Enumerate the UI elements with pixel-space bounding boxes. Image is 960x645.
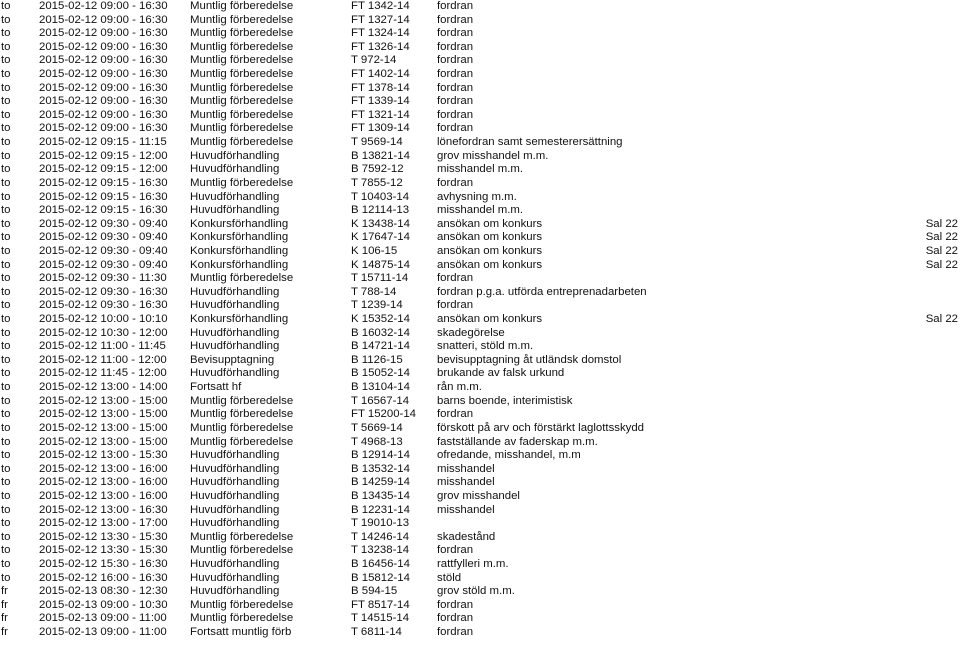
time-slot: 2015-02-12 09:15 - 12:00: [39, 163, 168, 176]
case-number: FT 8517-14: [351, 598, 410, 611]
hearing-type: Huvudförhandling: [190, 585, 280, 598]
schedule-row: [0, 14, 960, 28]
case-number: B 15812-14: [351, 571, 410, 584]
weekday: to: [1, 367, 11, 380]
matter-description: misshandel m.m.: [437, 163, 524, 176]
weekday: to: [1, 136, 11, 149]
time-slot: 2015-02-13 09:00 - 10:30: [39, 598, 168, 611]
matter-description: rån m.m.: [437, 381, 482, 394]
weekday: to: [1, 81, 11, 94]
matter-description: skadegörelse: [437, 326, 505, 339]
matter-description: brukande av falsk urkund: [437, 367, 565, 380]
weekday: to: [1, 122, 11, 135]
weekday: to: [1, 340, 11, 353]
matter-description: fordran: [437, 408, 474, 421]
matter-description: ansökan om konkurs: [437, 217, 543, 230]
schedule-row: [0, 612, 960, 626]
time-slot: 2015-02-12 11:00 - 12:00: [39, 353, 167, 366]
weekday: to: [1, 326, 11, 339]
case-number: T 1239-14: [351, 299, 403, 312]
time-slot: 2015-02-12 13:00 - 16:30: [39, 503, 168, 516]
schedule-row: [0, 122, 960, 136]
matter-description: fordran: [437, 272, 474, 285]
courtroom: Sal 22: [925, 244, 958, 257]
schedule-row: [0, 476, 960, 490]
weekday: to: [1, 40, 11, 53]
case-number: FT 1402-14: [351, 68, 410, 81]
matter-description: fordran: [437, 95, 474, 108]
weekday: to: [1, 476, 11, 489]
case-number: B 14259-14: [351, 476, 410, 489]
weekday: to: [1, 95, 11, 108]
weekday: to: [1, 381, 11, 394]
time-slot: 2015-02-12 13:00 - 15:00: [39, 435, 168, 448]
weekday: to: [1, 285, 11, 298]
schedule-row: [0, 82, 960, 96]
case-number: B 1126-15: [351, 353, 403, 366]
case-number: K 106-15: [351, 244, 398, 257]
matter-description: fordran: [437, 299, 474, 312]
hearing-type: Muntlig förberedelse: [190, 421, 294, 434]
matter-description: ansökan om konkurs: [437, 258, 543, 271]
hearing-type: Huvudförhandling: [190, 326, 280, 339]
weekday: to: [1, 244, 11, 257]
hearing-type: Bevisupptagning: [190, 353, 275, 366]
matter-description: misshandel m.m.: [437, 204, 524, 217]
schedule-row: [0, 490, 960, 504]
matter-description: fordran: [437, 54, 474, 67]
hearing-type: Muntlig förberedelse: [190, 0, 294, 12]
time-slot: 2015-02-12 11:45 - 12:00: [39, 367, 167, 380]
time-slot: 2015-02-12 13:00 - 14:00: [39, 381, 168, 394]
matter-description: fordran: [437, 612, 474, 625]
hearing-type: Huvudförhandling: [190, 489, 280, 502]
time-slot: 2015-02-12 09:00 - 16:30: [39, 27, 168, 40]
hearing-type: Muntlig förberedelse: [190, 54, 294, 67]
matter-description: fordran: [437, 122, 474, 135]
matter-description: fordran: [437, 40, 474, 53]
case-number: T 15711-14: [351, 272, 409, 285]
time-slot: 2015-02-12 16:00 - 16:30: [39, 571, 168, 584]
hearing-type: Huvudförhandling: [190, 503, 280, 516]
hearing-type: Konkursförhandling: [190, 231, 289, 244]
schedule-row: [0, 218, 960, 232]
hearing-type: Huvudförhandling: [190, 571, 280, 584]
time-slot: 2015-02-12 13:00 - 15:00: [39, 408, 168, 421]
case-number: FT 1326-14: [351, 40, 410, 53]
case-number: T 10403-14: [351, 190, 410, 203]
hearing-type: Muntlig förberedelse: [190, 122, 294, 135]
time-slot: 2015-02-12 13:00 - 16:00: [39, 489, 168, 502]
weekday: to: [1, 149, 11, 162]
hearing-type: Muntlig förberedelse: [190, 544, 294, 557]
weekday: to: [1, 272, 11, 285]
hearing-type: Muntlig förberedelse: [190, 95, 294, 108]
weekday: to: [1, 54, 11, 67]
case-number: FT 1327-14: [351, 13, 410, 26]
case-number: K 13438-14: [351, 217, 410, 230]
weekday: to: [1, 571, 11, 584]
schedule-row: [0, 150, 960, 164]
schedule-row: [0, 354, 960, 368]
courtroom: Sal 22: [925, 258, 958, 271]
time-slot: 2015-02-12 09:00 - 16:30: [39, 95, 168, 108]
case-number: B 594-15: [351, 585, 398, 598]
weekday: fr: [1, 612, 8, 625]
time-slot: 2015-02-12 09:15 - 16:30: [39, 176, 168, 189]
matter-description: stöld: [437, 571, 462, 584]
hearing-type: Muntlig förberedelse: [190, 598, 294, 611]
hearing-type: Huvudförhandling: [190, 557, 280, 570]
schedule-row: [0, 340, 960, 354]
time-slot: 2015-02-12 09:00 - 16:30: [39, 54, 168, 67]
time-slot: 2015-02-12 13:30 - 15:30: [39, 530, 168, 543]
schedule-row: [0, 259, 960, 273]
hearing-type: Muntlig förberedelse: [190, 108, 294, 121]
weekday: to: [1, 258, 11, 271]
case-number: B 13435-14: [351, 489, 410, 502]
time-slot: 2015-02-12 09:15 - 16:30: [39, 204, 168, 217]
time-slot: 2015-02-12 09:30 - 11:30: [39, 272, 167, 285]
schedule-row: [0, 177, 960, 191]
courtroom: Sal 22: [925, 313, 958, 326]
case-number: K 17647-14: [351, 231, 410, 244]
matter-description: ofredande, misshandel, m.m: [437, 449, 581, 462]
time-slot: 2015-02-12 09:30 - 16:30: [39, 285, 168, 298]
weekday: to: [1, 489, 11, 502]
time-slot: 2015-02-12 11:00 - 11:45: [39, 340, 166, 353]
case-number: B 16032-14: [351, 326, 410, 339]
weekday: to: [1, 517, 11, 530]
hearing-type: Konkursförhandling: [190, 313, 289, 326]
matter-description: rattfylleri m.m.: [437, 557, 509, 570]
matter-description: fordran p.g.a. utförda entreprenadarbeten: [437, 285, 647, 298]
case-number: B 13821-14: [351, 149, 410, 162]
matter-description: ansökan om konkurs: [437, 313, 543, 326]
schedule-row: [0, 272, 960, 286]
schedule-row: [0, 204, 960, 218]
matter-description: förskott på arv och förstärkt laglottsskydd: [437, 421, 645, 434]
weekday: to: [1, 163, 11, 176]
schedule-row: [0, 245, 960, 259]
time-slot: 2015-02-12 15:30 - 16:30: [39, 557, 168, 570]
hearing-type: Huvudförhandling: [190, 149, 280, 162]
hearing-type: Muntlig förberedelse: [190, 27, 294, 40]
case-number: K 14875-14: [351, 258, 410, 271]
weekday: to: [1, 421, 11, 434]
weekday: to: [1, 217, 11, 230]
schedule-row: [0, 54, 960, 68]
hearing-type: Huvudförhandling: [190, 299, 280, 312]
schedule-row: [0, 136, 960, 150]
case-number: B 13532-14: [351, 462, 410, 475]
matter-description: ansökan om konkurs: [437, 231, 543, 244]
weekday: to: [1, 530, 11, 543]
matter-description: misshandel: [437, 476, 495, 489]
schedule-row: [0, 585, 960, 599]
weekday: to: [1, 204, 11, 217]
weekday: to: [1, 176, 11, 189]
case-number: T 972-14: [351, 54, 397, 67]
time-slot: 2015-02-12 09:30 - 09:40: [39, 258, 168, 271]
weekday: to: [1, 394, 11, 407]
matter-description: fordran: [437, 13, 474, 26]
hearing-type: Muntlig förberedelse: [190, 81, 294, 94]
matter-description: fordran: [437, 0, 474, 12]
case-number: T 5669-14: [351, 421, 403, 434]
schedule-row: [0, 27, 960, 41]
schedule-row: [0, 558, 960, 572]
weekday: to: [1, 27, 11, 40]
hearing-type: Fortsatt muntlig förb: [190, 626, 292, 639]
hearing-type: Konkursförhandling: [190, 244, 289, 257]
hearing-type: Huvudförhandling: [190, 367, 280, 380]
hearing-type: Muntlig förberedelse: [190, 68, 294, 81]
weekday: to: [1, 435, 11, 448]
time-slot: 2015-02-12 09:00 - 16:30: [39, 0, 168, 12]
case-number: T 788-14: [351, 285, 397, 298]
schedule-row: [0, 95, 960, 109]
weekday: to: [1, 13, 11, 26]
time-slot: 2015-02-12 09:00 - 16:30: [39, 108, 168, 121]
case-number: T 9569-14: [351, 136, 403, 149]
weekday: to: [1, 313, 11, 326]
time-slot: 2015-02-13 09:00 - 11:00: [39, 626, 167, 639]
matter-description: snatteri, stöld m.m.: [437, 340, 534, 353]
matter-description: fastställande av faderskap m.m.: [437, 435, 598, 448]
hearing-type: Muntlig förberedelse: [190, 612, 294, 625]
case-number: B 16456-14: [351, 557, 410, 570]
time-slot: 2015-02-12 13:00 - 16:00: [39, 462, 168, 475]
time-slot: 2015-02-12 09:00 - 16:30: [39, 13, 168, 26]
schedule-row: [0, 367, 960, 381]
courtroom: Sal 22: [925, 231, 958, 244]
weekday: fr: [1, 585, 8, 598]
case-number: T 14246-14: [351, 530, 410, 543]
time-slot: 2015-02-12 09:30 - 09:40: [39, 217, 168, 230]
hearing-type: Muntlig förberedelse: [190, 435, 294, 448]
matter-description: fordran: [437, 108, 474, 121]
hearing-type: Muntlig förberedelse: [190, 408, 294, 421]
hearing-type: Muntlig förberedelse: [190, 40, 294, 53]
schedule-row: [0, 231, 960, 245]
schedule-row: [0, 109, 960, 123]
hearing-type: Konkursförhandling: [190, 217, 289, 230]
case-number: B 14721-14: [351, 340, 410, 353]
weekday: fr: [1, 626, 8, 639]
schedule-row: [0, 299, 960, 313]
time-slot: 2015-02-13 09:00 - 11:00: [39, 612, 167, 625]
time-slot: 2015-02-12 09:30 - 09:40: [39, 244, 168, 257]
case-number: B 15052-14: [351, 367, 410, 380]
time-slot: 2015-02-12 13:00 - 15:30: [39, 449, 168, 462]
case-number: K 15352-14: [351, 313, 410, 326]
hearing-type: Huvudförhandling: [190, 285, 280, 298]
time-slot: 2015-02-12 09:15 - 16:30: [39, 190, 168, 203]
schedule-row: [0, 626, 960, 640]
weekday: to: [1, 544, 11, 557]
matter-description: fordran: [437, 598, 474, 611]
time-slot: 2015-02-12 13:00 - 16:00: [39, 476, 168, 489]
weekday: to: [1, 68, 11, 81]
time-slot: 2015-02-12 09:30 - 09:40: [39, 231, 168, 244]
matter-description: grov stöld m.m.: [437, 585, 515, 598]
case-number: FT 1378-14: [351, 81, 410, 94]
schedule-row: [0, 163, 960, 177]
schedule-row: [0, 436, 960, 450]
case-number: T 7855-12: [351, 176, 403, 189]
time-slot: 2015-02-12 10:30 - 12:00: [39, 326, 168, 339]
schedule-row: [0, 408, 960, 422]
case-number: B 13104-14: [351, 381, 410, 394]
schedule-row: [0, 0, 960, 14]
matter-description: fordran: [437, 27, 474, 40]
hearing-type: Huvudförhandling: [190, 462, 280, 475]
time-slot: 2015-02-12 13:00 - 15:00: [39, 421, 168, 434]
weekday: to: [1, 190, 11, 203]
time-slot: 2015-02-12 09:15 - 12:00: [39, 149, 168, 162]
matter-description: ansökan om konkurs: [437, 244, 543, 257]
hearing-type: Muntlig förberedelse: [190, 13, 294, 26]
hearing-type: Huvudförhandling: [190, 190, 280, 203]
case-number: FT 1324-14: [351, 27, 410, 40]
case-number: B 12231-14: [351, 503, 410, 516]
matter-description: grov misshandel: [437, 489, 520, 502]
matter-description: fordran: [437, 81, 474, 94]
schedule-row: [0, 327, 960, 341]
schedule-row: [0, 449, 960, 463]
hearing-type: Muntlig förberedelse: [190, 136, 294, 149]
matter-description: fordran: [437, 626, 474, 639]
time-slot: 2015-02-12 09:00 - 16:30: [39, 122, 168, 135]
case-number: T 4968-13: [351, 435, 403, 448]
matter-description: misshandel: [437, 503, 495, 516]
time-slot: 2015-02-12 13:00 - 15:00: [39, 394, 168, 407]
matter-description: grov misshandel m.m.: [437, 149, 549, 162]
matter-description: skadestånd: [437, 530, 496, 543]
time-slot: 2015-02-12 10:00 - 10:10: [39, 313, 168, 326]
weekday: to: [1, 462, 11, 475]
hearing-type: Huvudförhandling: [190, 163, 280, 176]
hearing-type: Muntlig förberedelse: [190, 176, 294, 189]
schedule-row: [0, 572, 960, 586]
matter-description: fordran: [437, 176, 474, 189]
weekday: fr: [1, 598, 8, 611]
schedule-row: [0, 191, 960, 205]
matter-description: lönefordran samt semesterersättning: [437, 136, 623, 149]
schedule-row: [0, 463, 960, 477]
case-number: B 12914-14: [351, 449, 410, 462]
case-number: FT 1321-14: [351, 108, 410, 121]
hearing-type: Konkursförhandling: [190, 258, 289, 271]
matter-description: fordran: [437, 544, 474, 557]
schedule-row: [0, 517, 960, 531]
case-number: T 6811-14: [351, 626, 402, 639]
schedule-row: [0, 395, 960, 409]
case-number: FT 1342-14: [351, 0, 410, 12]
case-number: T 14515-14: [351, 612, 410, 625]
case-number: T 13238-14: [351, 544, 410, 557]
case-number: T 16567-14: [351, 394, 410, 407]
case-number: FT 1339-14: [351, 95, 410, 108]
time-slot: 2015-02-12 09:00 - 16:30: [39, 81, 168, 94]
hearing-type: Fortsatt hf: [190, 381, 242, 394]
matter-description: misshandel: [437, 462, 495, 475]
schedule-row: [0, 599, 960, 613]
weekday: to: [1, 503, 11, 516]
matter-description: barns boende, interimistisk: [437, 394, 573, 407]
time-slot: 2015-02-13 08:30 - 12:30: [39, 585, 168, 598]
hearing-type: Muntlig förberedelse: [190, 394, 294, 407]
matter-description: bevisupptagning åt utländsk domstol: [437, 353, 622, 366]
schedule-row: [0, 504, 960, 518]
case-number: FT 15200-14: [351, 408, 417, 421]
matter-description: fordran: [437, 68, 474, 81]
weekday: to: [1, 353, 11, 366]
schedule-row: [0, 313, 960, 327]
schedule-row: [0, 68, 960, 82]
hearing-type: Huvudförhandling: [190, 340, 280, 353]
time-slot: 2015-02-12 09:30 - 16:30: [39, 299, 168, 312]
case-number: FT 1309-14: [351, 122, 410, 135]
hearing-type: Huvudförhandling: [190, 517, 280, 530]
weekday: to: [1, 0, 11, 12]
weekday: to: [1, 231, 11, 244]
weekday: to: [1, 449, 11, 462]
hearing-type: Huvudförhandling: [190, 204, 280, 217]
schedule-row: [0, 531, 960, 545]
time-slot: 2015-02-12 09:15 - 11:15: [39, 136, 167, 149]
schedule-row: [0, 41, 960, 55]
hearing-type: Huvudförhandling: [190, 449, 280, 462]
weekday: to: [1, 557, 11, 570]
weekday: to: [1, 408, 11, 421]
hearing-type: Muntlig förberedelse: [190, 272, 294, 285]
time-slot: 2015-02-12 09:00 - 16:30: [39, 68, 168, 81]
hearing-type: Huvudförhandling: [190, 476, 280, 489]
case-number: T 19010-13: [351, 517, 410, 530]
schedule-row: [0, 286, 960, 300]
matter-description: avhysning m.m.: [437, 190, 517, 203]
time-slot: 2015-02-12 09:00 - 16:30: [39, 40, 168, 53]
hearing-type: Muntlig förberedelse: [190, 530, 294, 543]
weekday: to: [1, 108, 11, 121]
schedule-row: [0, 381, 960, 395]
time-slot: 2015-02-12 13:00 - 17:00: [39, 517, 168, 530]
schedule-row: [0, 544, 960, 558]
weekday: to: [1, 299, 11, 312]
case-number: B 12114-13: [351, 204, 410, 217]
courtroom: Sal 22: [925, 217, 958, 230]
schedule-row: [0, 422, 960, 436]
time-slot: 2015-02-12 13:30 - 15:30: [39, 544, 168, 557]
case-number: B 7592-12: [351, 163, 404, 176]
